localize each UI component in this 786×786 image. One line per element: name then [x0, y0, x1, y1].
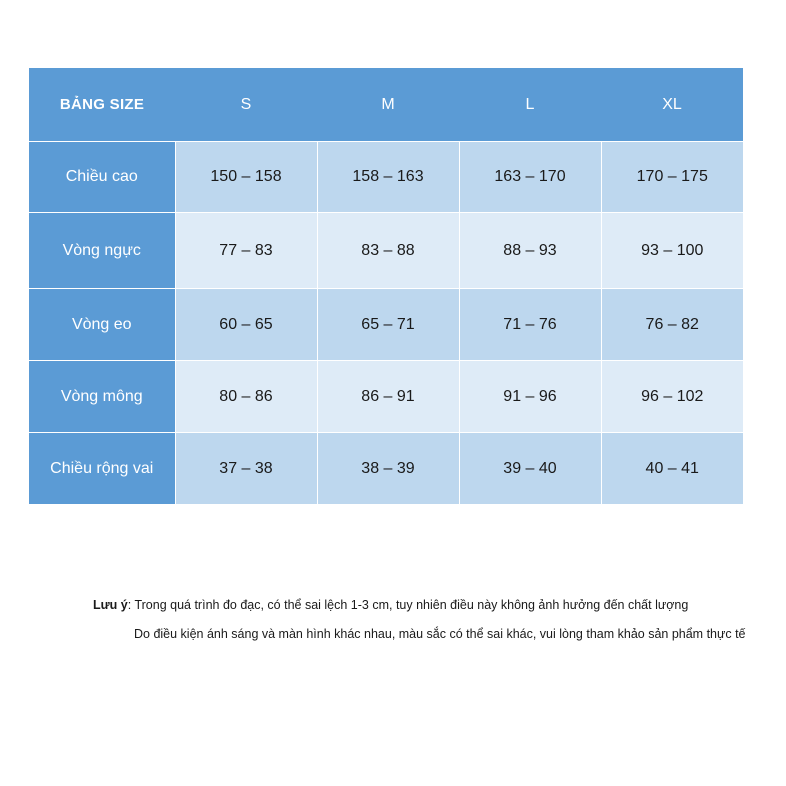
table-row [29, 433, 743, 505]
table-cell: 60 – 65 [175, 289, 317, 361]
table-cell: 38 – 39 [317, 433, 459, 505]
table-cell: 86 – 91 [317, 361, 459, 433]
table-row [29, 213, 743, 289]
table-cell: 76 – 82 [601, 289, 743, 361]
table-row [29, 142, 743, 213]
table-cell: 91 – 96 [459, 361, 601, 433]
row-label-waist: Vòng eo [29, 289, 175, 361]
table-cell: 150 – 158 [175, 142, 317, 213]
row-label-hip: Vòng mông [29, 361, 175, 433]
table-cell: 80 – 86 [175, 361, 317, 433]
table-cell: 170 – 175 [601, 142, 743, 213]
row-label-shoulder: Chiều rộng vai [29, 433, 175, 505]
table-cell: 163 – 170 [459, 142, 601, 213]
note-line-1 [93, 597, 746, 614]
notes [93, 597, 746, 643]
table-cell: 39 – 40 [459, 433, 601, 505]
table-cell: 77 – 83 [175, 213, 317, 289]
table-cell: 65 – 71 [317, 289, 459, 361]
table-row [29, 289, 743, 361]
table-title: BẢNG SIZE [29, 68, 175, 142]
note-title: Lưu ý [93, 598, 128, 612]
size-header-xl: XL [601, 68, 743, 142]
table-cell: 40 – 41 [601, 433, 743, 505]
row-label-height: Chiều cao [29, 142, 175, 213]
table-cell: 158 – 163 [317, 142, 459, 213]
table-cell: 96 – 102 [601, 361, 743, 433]
table-row [29, 361, 743, 433]
size-header-m: M [317, 68, 459, 142]
table-cell: 93 – 100 [601, 213, 743, 289]
size-header-s: S [175, 68, 317, 142]
table-cell: 83 – 88 [317, 213, 459, 289]
size-table [29, 68, 743, 504]
table-cell: 37 – 38 [175, 433, 317, 505]
row-label-chest: Vòng ngực [29, 213, 175, 289]
size-header-l: L [459, 68, 601, 142]
note-text-2: Do điều kiện ánh sáng và màn hình khác nhau, màu sắc có thể sai khác, vui lòng tham khảo sản phẩm thực tế [134, 627, 746, 641]
table-cell: 88 – 93 [459, 213, 601, 289]
table-header-row [29, 68, 743, 142]
table-cell: 71 – 76 [459, 289, 601, 361]
note-text-1: : Trong quá trình đo đạc, có thể sai lệch 1-3 cm, tuy nhiên điều này không ảnh hưởng đến chất lượng [127, 598, 689, 612]
